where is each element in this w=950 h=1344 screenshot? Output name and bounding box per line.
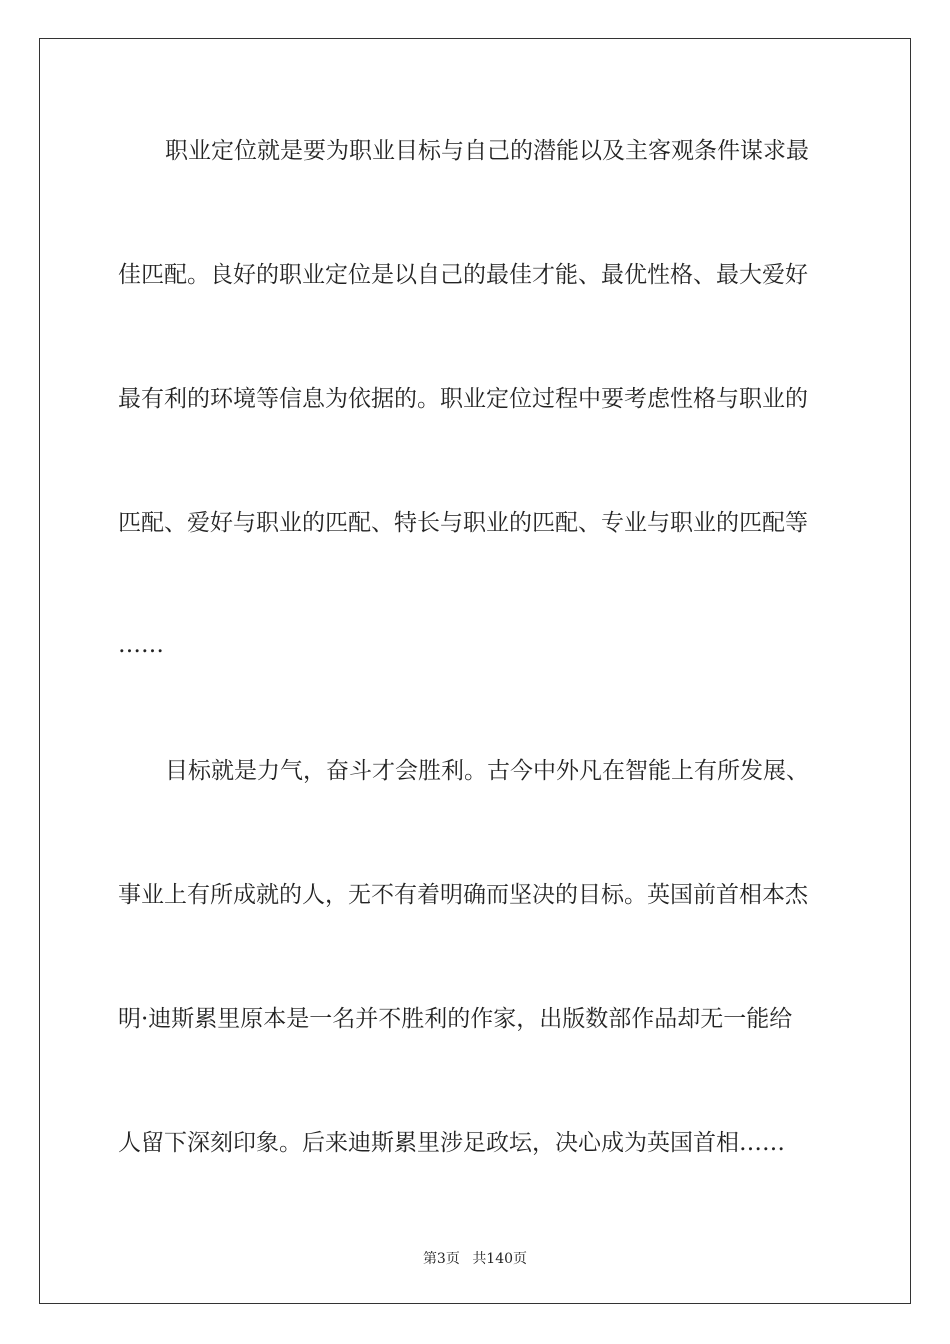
text-line: …… <box>118 632 164 658</box>
text-line: 最有利的环境等信息为依据的。职业定位过程中要考虑性格与职业的 <box>118 386 808 412</box>
text-line: 佳匹配。良好的职业定位是以自己的最佳才能、最优性格、最大爱好 <box>118 262 808 288</box>
page-total: 共140页 <box>472 1251 528 1267</box>
page-border <box>39 38 911 1304</box>
text-line: 明·迪斯累里原本是一名并不胜利的作家，出版数部作品却无一能给 <box>118 1006 793 1032</box>
text-line: 人留下深刻印象。后来迪斯累里涉足政坛，决心成为英国首相…… <box>118 1130 785 1156</box>
page-footer <box>0 1248 950 1268</box>
text-line: 事业上有所成就的人，无不有着明确而坚决的目标。英国前首相本杰 <box>118 882 808 908</box>
text-line: 匹配、爱好与职业的匹配、特长与职业的匹配、专业与职业的匹配等 <box>118 510 808 536</box>
page-number: 第3页 <box>422 1251 460 1267</box>
text-line: 职业定位就是要为职业目标与自己的潜能以及主客观条件谋求最 <box>165 138 809 164</box>
text-line: 目标就是力气，奋斗才会胜利。古今中外凡在智能上有所发展、 <box>165 758 809 784</box>
